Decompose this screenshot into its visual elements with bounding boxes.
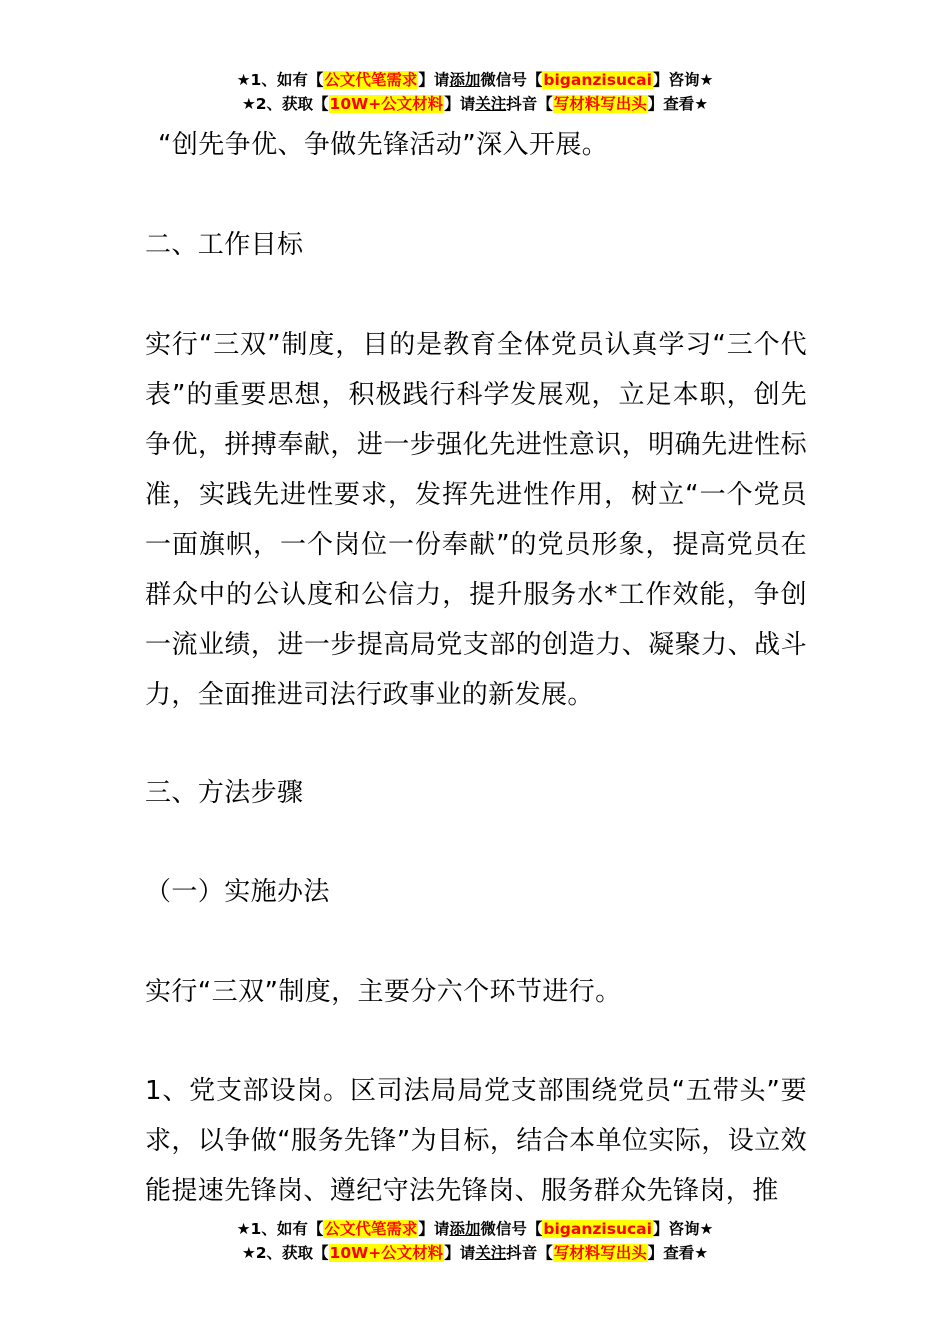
paragraph-fragment: “创先争优、争做先锋活动”深入开展。 [158,130,609,160]
subsection-heading-implementation: （一）实施办法 [145,877,330,907]
paragraph-implementation: 实行“三双”制度，主要分六个环节进行。 [145,977,622,1007]
banner-text: 】咨询★ [652,1220,714,1238]
banner-text: ★2、获取【 [241,95,329,113]
banner-text: 抖音【 [506,95,553,113]
banner-text: 微信号【 [480,1220,543,1238]
banner-underlined: 添加 [449,1220,481,1238]
banner-text: 】请 [418,71,450,89]
banner-text: 】请 [418,1220,450,1238]
banner-text: 微信号【 [480,71,543,89]
banner-text: 】咨询★ [652,71,714,89]
banner-line-1 [0,1217,950,1241]
banner-text: 】请 [444,1244,476,1262]
banner-highlight: biganzisucai [543,71,652,89]
banner-text: 抖音【 [506,1244,553,1262]
paragraph-step-1: 1、党支部设岗。区司法局局党支部围绕党员“五带头”要求，以争做“服务先锋”为目标，结合本单位实际，设立效能提速先锋岗、遵纪守法先锋岗、服务群众先锋岗，推 [145,1076,807,1206]
banner-text: 】请 [444,95,476,113]
banner-line-2 [0,92,950,116]
banner-highlight: 公文代笔需求 [324,71,418,89]
banner-highlight: 10W+公文材料 [329,1244,444,1262]
banner-highlight: biganzisucai [543,1220,652,1238]
banner-line-1 [0,68,950,92]
banner-highlight: 公文代笔需求 [324,1220,418,1238]
section-heading-method: 三、方法步骤 [145,778,304,808]
banner-underlined: 关注 [475,95,507,113]
banner-text: 】查看★ [647,95,709,113]
banner-highlight: 写材料写出头 [553,1244,647,1262]
banner-line-2 [0,1241,950,1265]
paragraph-goal: 实行“三双”制度，目的是教育全体党员认真学习“三个代表”的重要思想，积极践行科学发展观，立足本职，创先争优，拼搏奉献，进一步强化先进性意识，明确先进性标准，实践先进性要求，发挥先进性作用，树立“一个党员一面旗帜，一个岗位一份奉献”的党员形象，提高党员在群众中的公认度和公信力，提升服务水*工作效能，争创一流业绩，进一步提高局党支部的创造力、凝聚力、战斗力，全面推进司法行政事业的新发展。 [145,330,807,710]
footer-banner [0,1217,950,1265]
section-heading-goal: 二、工作目标 [145,230,304,260]
banner-text: ★2、获取【 [241,1244,329,1262]
header-banner [0,68,950,116]
banner-text: 】查看★ [647,1244,709,1262]
banner-highlight: 10W+公文材料 [329,95,444,113]
banner-highlight: 写材料写出头 [553,95,647,113]
banner-text: ★1、如有【 [236,71,324,89]
banner-underlined: 关注 [475,1244,507,1262]
banner-underlined: 添加 [449,71,481,89]
banner-text: ★1、如有【 [236,1220,324,1238]
